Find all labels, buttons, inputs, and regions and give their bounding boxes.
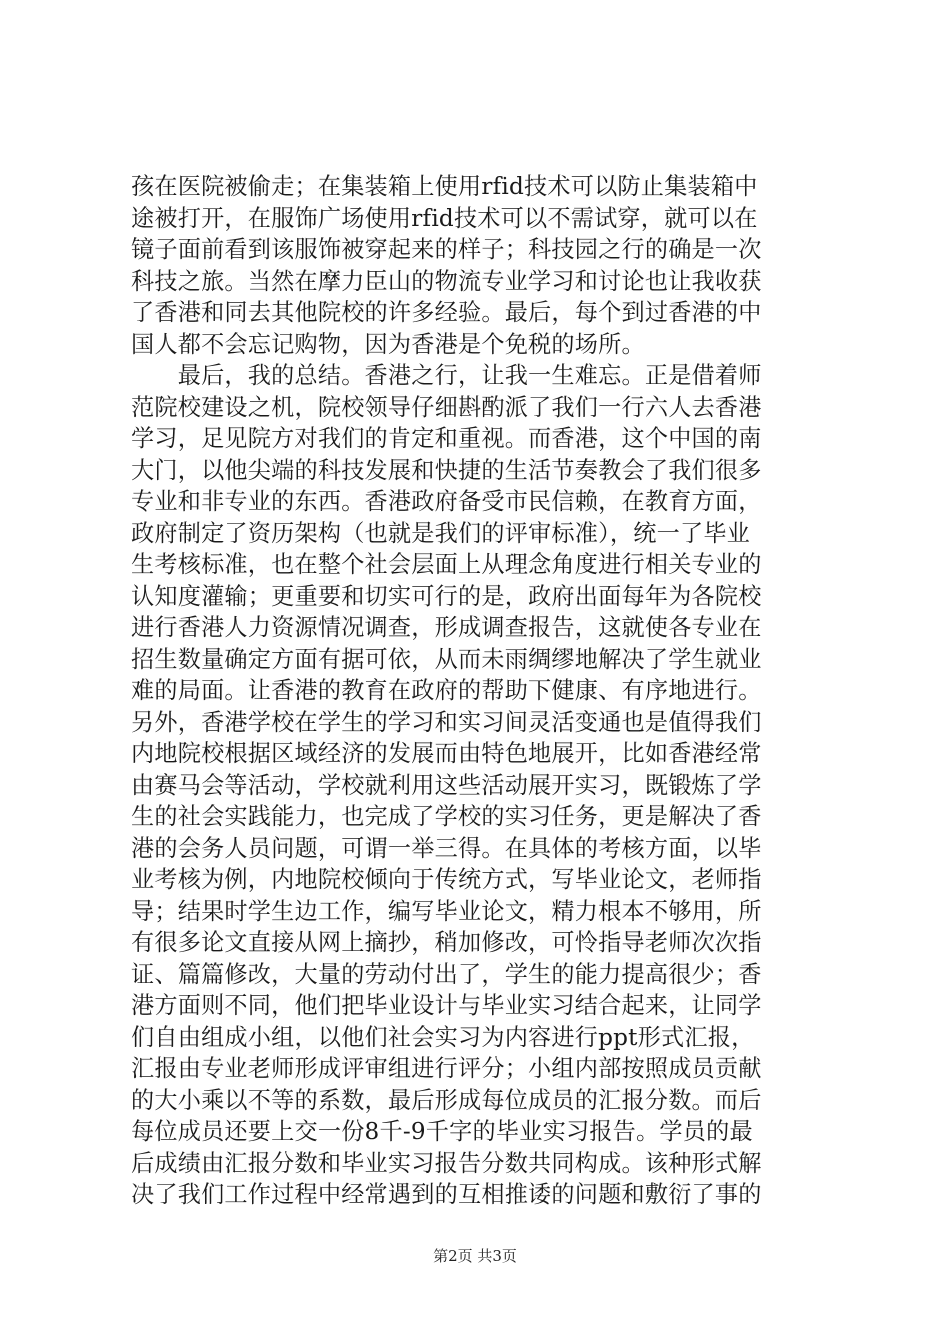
- text-line: 港的会务人员问题，可谓一举三得。在具体的考核方面，以毕: [131, 835, 762, 862]
- body-text: [131, 172, 831, 1212]
- text-line: 科技之旅。当然在摩力臣山的物流专业学习和讨论也让我收获: [131, 268, 762, 295]
- text-line: 难的局面。让香港的教育在政府的帮助下健康、有序地进行。: [131, 678, 762, 704]
- text-line: 后成绩由汇报分数和毕业实习报告分数共同构成。该种形式解: [131, 1150, 762, 1177]
- text-line: 认知度灌输；更重要和切实可行的是，政府出面每年为各院校: [131, 583, 762, 610]
- text-line: 业考核为例，内地院校倾向于传统方式，写毕业论文，老师指: [131, 867, 762, 893]
- text-line: 政府制定了资历架构（也就是我们的评审标准），统一了毕业: [131, 520, 751, 547]
- text-line: 有很多论文直接从网上摘抄，稍加修改，可怜指导老师次次指: [131, 930, 762, 956]
- text-line: 的大小乘以不等的系数，最后形成每位成员的汇报分数。而后: [131, 1087, 762, 1114]
- text-line: 途被打开，在服饰广场使用rfid技术可以不需试穿，就可以在: [131, 205, 758, 232]
- text-line: 镜子面前看到该服饰被穿起来的样子；科技园之行的确是一次: [131, 237, 762, 263]
- page-footer: 第2页 共3页: [433, 1247, 517, 1265]
- text-line: 孩在医院被偷走；在集装箱上使用rfid技术可以防止集装箱中: [131, 174, 758, 200]
- text-line: 由赛马会等活动，学校就利用这些活动展开实习，既锻炼了学: [131, 772, 762, 799]
- text-line: 证、篇篇修改，大量的劳动付出了，学生的能力提高很少；香: [131, 961, 762, 988]
- text-line: 汇报由专业老师形成评审组进行评分；小组内部按照成员贡献: [131, 1056, 762, 1082]
- text-line: 专业和非专业的东西。香港政府备受市民信赖，在教育方面，: [131, 489, 762, 515]
- text-line: 生的社会实践能力，也完成了学校的实习任务，更是解决了香: [131, 804, 762, 830]
- text-line: 每位成员还要上交一份8千-9千字的毕业实习报告。学员的最: [131, 1119, 753, 1145]
- text-line: 内地院校根据区域经济的发展而由特色地展开，比如香港经常: [131, 741, 762, 767]
- text-line: 范院校建设之机，院校领导仔细斟酌派了我们一行六人去香港: [131, 394, 762, 421]
- text-line: 导；结果时学生边工作，编写毕业论文，精力根本不够用，所: [131, 898, 762, 925]
- text-line: 进行香港人力资源情况调查，形成调查报告，这就使各专业在: [131, 615, 762, 641]
- text-line: 港方面则不同，他们把毕业设计与毕业实习结合起来，让同学: [131, 993, 762, 1019]
- text-line: 学习，足见院方对我们的肯定和重视。而香港，这个中国的南: [131, 426, 762, 452]
- text-line: 生考核标准，也在整个社会层面上从理念角度进行相关专业的: [131, 552, 762, 578]
- text-line: 招生数量确定方面有据可依，从而未雨绸缪地解决了学生就业: [131, 646, 762, 673]
- text-line: 了香港和同去其他院校的许多经验。最后，每个到过香港的中: [131, 300, 762, 326]
- text-line: 国人都不会忘记购物，因为香港是个免税的场所。: [131, 331, 645, 358]
- text-line: 决了我们工作过程中经常遇到的互相推诿的问题和敷衍了事的: [131, 1182, 762, 1208]
- text-line: 另外，香港学校在学生的学习和实习间灵活变通也是值得我们: [131, 709, 762, 736]
- text-line: 大门，以他尖端的科技发展和快捷的生活节奏教会了我们很多: [131, 457, 762, 484]
- text-line: 们自由组成小组，以他们社会实习为内容进行ppt形式汇报，: [131, 1024, 755, 1051]
- text-line: 最后，我的总结。香港之行，让我一生难忘。正是借着师: [131, 363, 762, 389]
